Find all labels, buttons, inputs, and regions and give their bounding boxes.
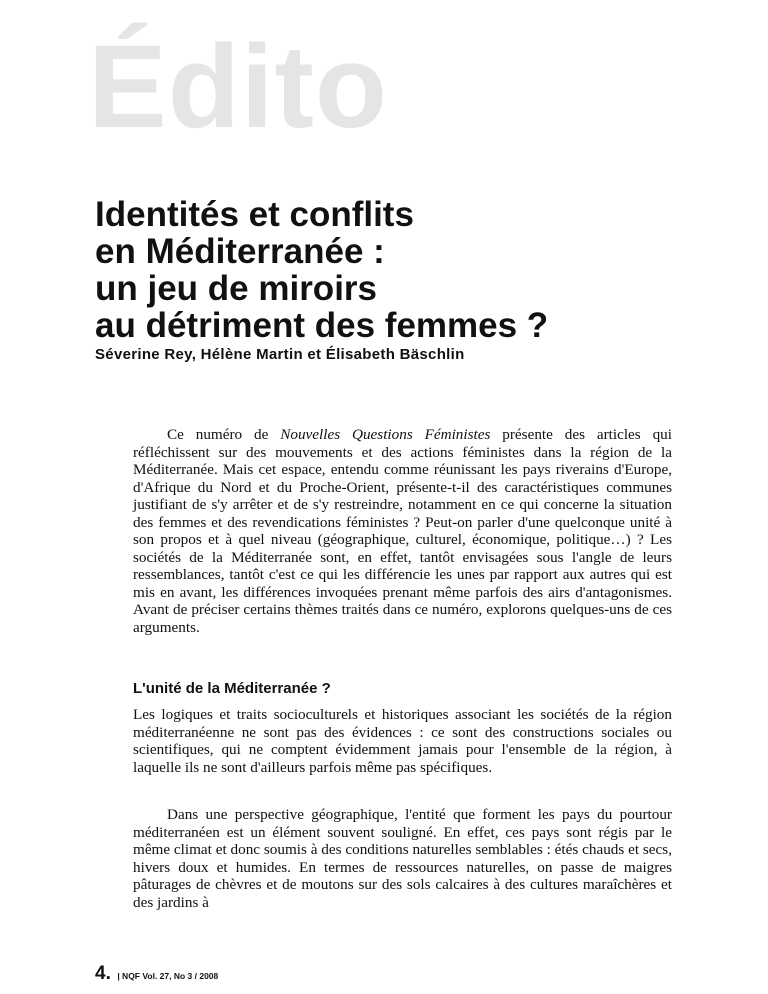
journal-reference: | NQF Vol. 27, No 3 / 2008 [117,971,219,981]
article-authors: Séverine Rey, Hélène Martin et Élisabeth Bäschlin [95,346,465,363]
title-line-2: en Méditerranée : [95,232,385,271]
abstract-text-before: Ce numéro de [167,426,281,443]
article-title [95,196,695,344]
body-paragraph-1: Les logiques et traits socioculturels et historiques associant les sociétés de la région méditerranéenne ne sont pas des évidences : ce sont des constructions sociales ou scientifiques, qui ne comptent évidemment jamais pour l'ensemble de la région, à laquelle ils ne sont d'ailleurs parfois même pas spécifiques. [133,706,672,776]
section-heading: L'unité de la Méditerranée ? [133,680,331,697]
title-line-3: un jeu de miroirs [95,269,377,308]
abstract-text-after: présente des articles qui réfléchissent sur des mouvements et des actions féministes dans la région de la Méditerranée. Mais cet espace, entendu comme réunissant les pays riverains d'Europe, d'Afrique du Nord et du Proche-Orient, présente-t-il des caractéristiques communes justifiant de s'y arrêter et de s'y restreindre, notamment en ce qui concerne la situation des femmes et des revendications féministes ? Peut-on parler d'une quelconque unité à son propos et à quel niveau (géographique, culturel, économique, politique…) ? Les sociétés de la Méditerranée sont, en effet, tantôt envisagées sous l'angle de leurs ressemblances, tantôt c'est ce qui les différencie les unes par rapport aux autres qui est mis en avant, les différences invoquées prenant même parfois des airs d'antagonismes. Avant de préciser certains thèmes traités dans ce numéro, explorons quelques-uns de ces arguments. [133,426,672,636]
title-line-4: au détriment des femmes ? [95,306,549,345]
journal-name: Nouvelles Questions Féministes [280,426,491,443]
page-footer [95,963,218,985]
title-line-1: Identités et conflits [95,195,414,234]
abstract-paragraph [133,426,672,636]
section-kicker: Édito [88,21,388,153]
page-number: 4. [95,963,111,984]
body-paragraph-2: Dans une perspective géographique, l'entité que forment les pays du pourtour méditerranéen est un élément souvent souligné. En effet, ces pays sont régis par le même climat et donc soumis à des conditions naturelles semblables : étés chauds et secs, hivers doux et humides. En termes de ressources naturelles, on passe de maigres pâturages de chèvres et de moutons sur des sols calcaires à des cultures maraîchères et des jardins à [133,806,672,911]
